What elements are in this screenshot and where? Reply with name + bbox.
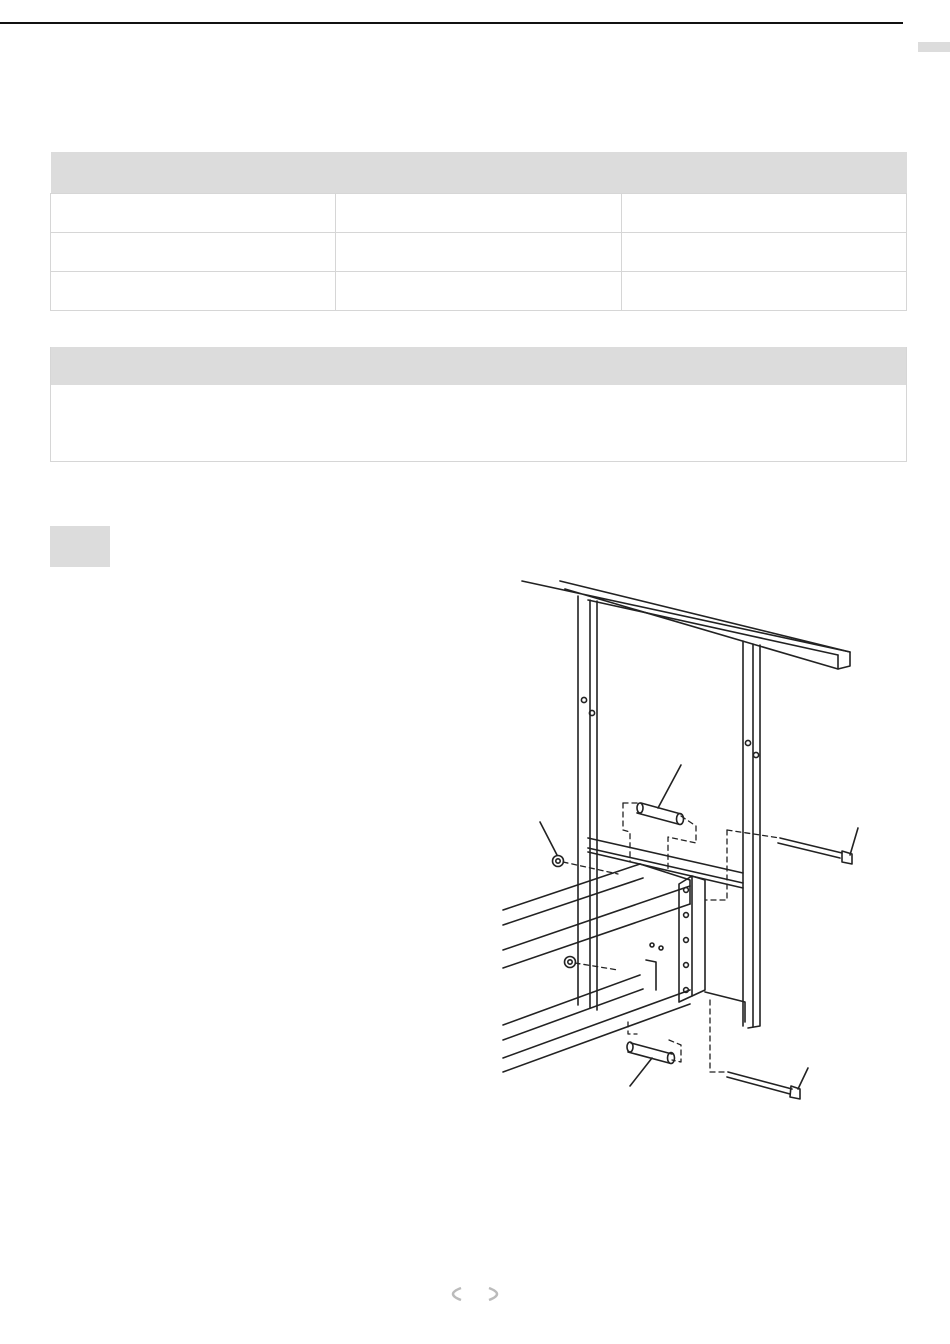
bolt-lower	[727, 1068, 808, 1099]
table-cell	[621, 194, 906, 233]
step-number-badge	[50, 526, 110, 567]
parts-table	[50, 152, 907, 311]
table-cell	[51, 233, 336, 272]
table-row	[51, 233, 907, 272]
table-row	[51, 194, 907, 233]
table-cell	[336, 272, 621, 311]
table-cell	[621, 233, 906, 272]
notice-box	[50, 347, 907, 462]
notice-title	[51, 347, 906, 385]
table-row	[51, 272, 907, 311]
bed-frame-assembly-diagram	[495, 572, 865, 1112]
notice-body	[51, 385, 906, 405]
table-header-row	[51, 152, 907, 194]
top-rail	[522, 581, 850, 669]
left-post	[578, 596, 597, 1010]
middle-crossbar	[588, 838, 743, 888]
table-header	[51, 152, 907, 194]
nut-upper	[540, 822, 564, 867]
lower-dowel-pin	[627, 1042, 675, 1086]
table-cell	[51, 272, 336, 311]
table-cell	[51, 194, 336, 233]
alignment-guides	[563, 803, 780, 1072]
section-tab	[918, 42, 950, 52]
table-cell	[336, 233, 621, 272]
header-rule	[0, 22, 903, 24]
upper-dowel-pin	[637, 765, 684, 825]
nut-lower	[565, 957, 576, 968]
bolt-upper	[778, 828, 858, 864]
table-cell	[621, 272, 906, 311]
table-cell	[336, 194, 621, 233]
page-number-decoration	[443, 1284, 507, 1304]
